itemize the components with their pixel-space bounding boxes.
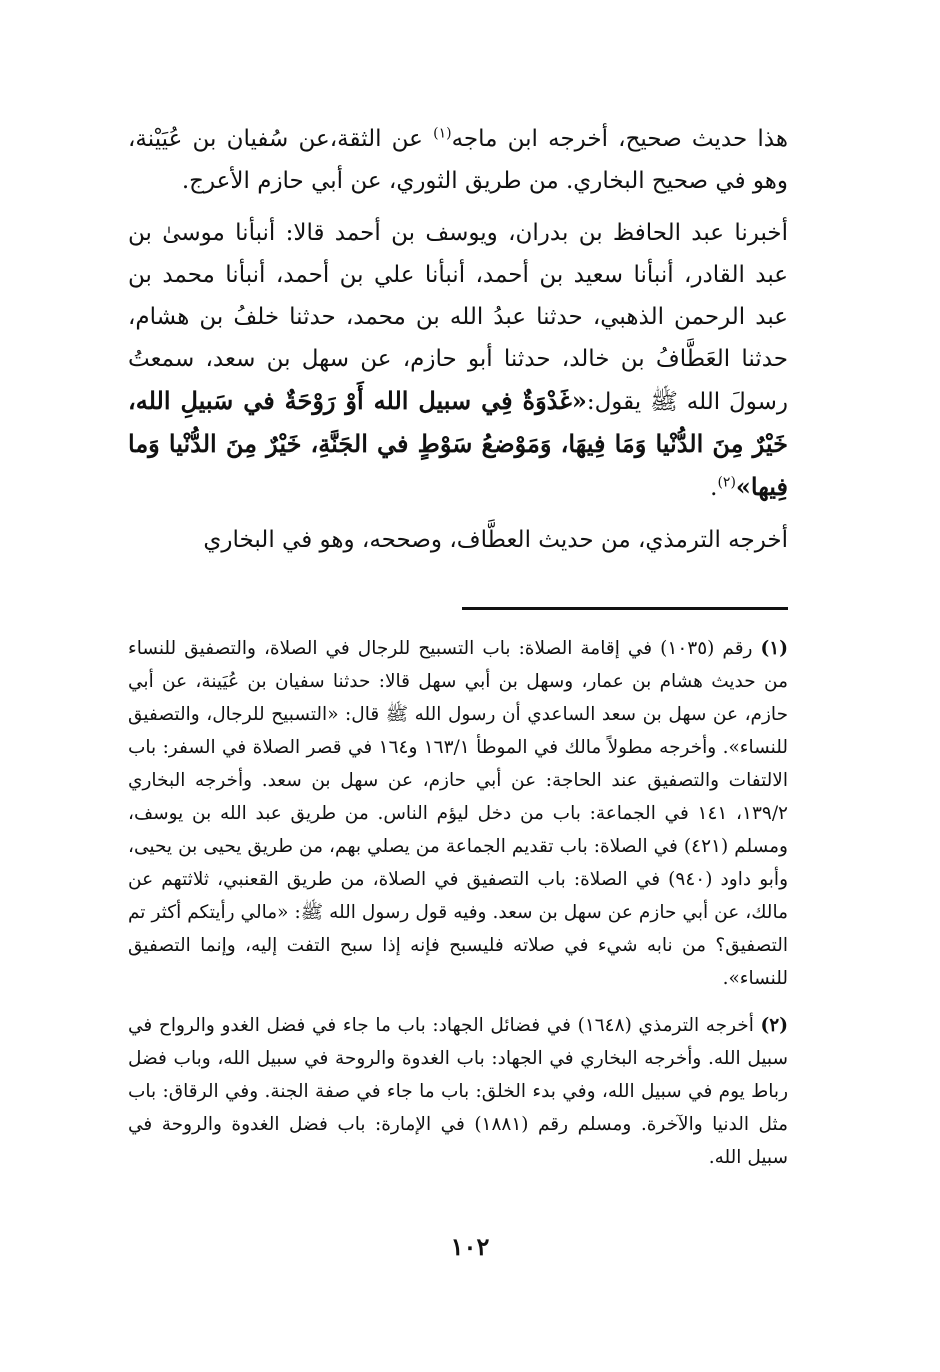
footnote-2-number: (٢) (760, 1015, 788, 1036)
page-number: ١٠٢ (450, 1232, 490, 1261)
paragraph-1-text: هذا حديث صحيح، أخرجه ابن ماجه (451, 126, 788, 152)
footnote-ref-2[interactable]: (٢) (717, 474, 736, 491)
paragraph-3 (128, 519, 788, 561)
main-text (128, 118, 788, 561)
footnote-1-text: رقم (١٠٣٥) في إقامة الصلاة: باب التسبيح للرجال في الصلاة، والتصفيق للنساء من حديث هشام بن عمار، وسهل بن أبي سهل قالا: حدثنا سفيان بن عُيَينة، عن أبي حازم، عن سهل بن سعد الساعدي أن رسول الله ﷺ قال: «التسبيح للرجال، والتصفيق للنساء». وأخرجه مطولاً مالك في الموطأ ١٦٣/١ و١٦٤ في قصر الصلاة في السفر: باب الالتفات والتصفيق عند الحاجة: عن أبي حازم، عن سهل بن سعد. وأخرجه البخاري ١٣٩/٢، ١٤١ في الجماعة: باب من دخل ليؤم الناس. من طريق عبد الله بن يوسف، ومسلم (٤٢١) في الصلاة: باب تقديم الجماعة من يصلي بهم، من طريق يحيى بن يحيى، وأبو داود (٩٤٠) في الصلاة: باب التصفيق في الصلاة، من طريق القعنبي، ثلاثتهم عن مالك، عن أبي حازم عن سهل بن سعد. وفيه قول رسول الله ﷺ: «مالي رأيتكم أكثر تم التصفيق؟ من نابه شيء في صلاته فليسبح فإنه إذا سبح التفت إليه، وإنما التصفيق للنساء». (128, 638, 788, 989)
page-content (128, 118, 788, 1174)
paragraph-2 (128, 212, 788, 509)
isnad-text: أخبرنا عبد الحافظ بن بدران، ويوسف بن أحمد قالا: أنبأنا موسىٰ بن عبد القادر، أنبأنا سعيد بن أحمد، أنبأنا علي بن أحمد، أنبأنا محمد بن عبد الرحمن الذهبي، حدثنا عبدُ الله بن محمد، حدثنا خلفُ بن هشام، حدثنا العَطَّافُ بن خالد، حدثنا أبو حازم، عن سهل بن سعد، سمعتُ رسولَ الله ﷺ يقول: (128, 220, 788, 415)
footnote-2-text: أخرجه الترمذي (١٦٤٨) في فضائل الجهاد: باب ما جاء في فضل الغدو والرواح في سبيل الله. وأخرجه البخاري في الجهاد: باب الغدوة والروحة في سبيل الله، وباب فضل رباط يوم في سبيل الله، وفي بدء الخلق: باب ما جاء في صفة الجنة. وفي الرقاق: باب مثل الدنيا والآخرة. ومسلم رقم (١٨٨١) في الإمارة: باب فضل الغدوة والروحة في سبيل الله. (128, 1015, 788, 1168)
footnote-1-number: (١) (760, 638, 788, 659)
paragraph-1 (128, 118, 788, 202)
paragraph-2-end: . (710, 475, 718, 501)
paragraph-1-text-cont: عن الثقة،عن سُفيان بن عُيَيْنة، وهو في صحيح البخاري. من طريق الثوري، عن أبي حازم الأعرج. (128, 126, 788, 194)
footnote-2 (128, 1009, 788, 1174)
footnote-1 (128, 632, 788, 995)
footnote-ref-1[interactable]: (١) (433, 125, 452, 142)
footnotes (128, 632, 788, 1174)
footnote-divider (462, 607, 788, 610)
hadith-text: «غَدْوَةٌ فِي سبيل الله أَوْ رَوْحَةٌ في سَبيلِ الله، خَيْرٌ مِنَ الدُّنْيا وَمَا فِيهَا، وَمَوْضعُ سَوْطٍ في الجَنَّةِ، خَيْرٌ مِنَ الدُّنْيا وَما فِيها» (128, 386, 788, 501)
paragraph-3-text: أخرجه الترمذي، من حديث العطَّاف، وصححه، وهو في البخاري (203, 527, 788, 553)
